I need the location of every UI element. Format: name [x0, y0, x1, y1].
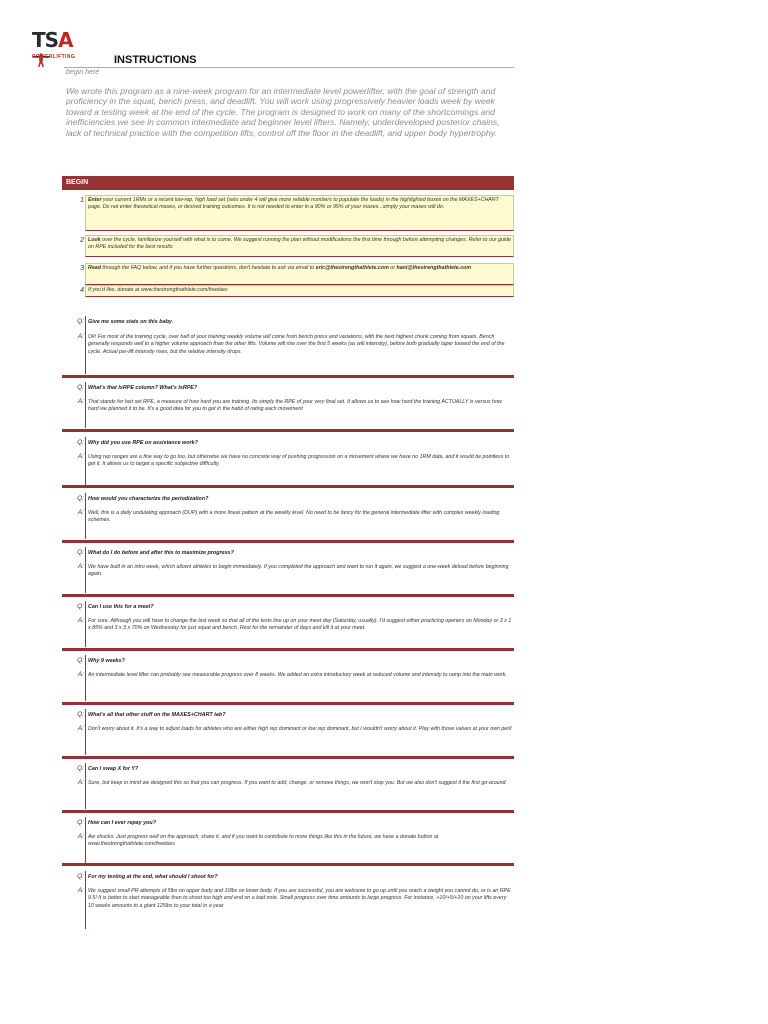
answer-label: A: [77, 671, 84, 678]
faq-item [62, 871, 514, 931]
answer-text: We have built in an intro week, which allows athletes to begin immeidately. If you completed the approach and want to run it again, we suggest a one-week deload before beginning again. [88, 564, 509, 578]
step-lead: Enter [88, 197, 102, 203]
begin-section-header: BEGIN [62, 176, 514, 190]
step-box [85, 235, 514, 257]
question-label: Q: [77, 657, 84, 664]
step-number: 4 [80, 287, 84, 294]
answer-text: Ok! For most of the training cycle, over half of your training weekly volume will come from bench press and variations, with the next highest chunk coming from squats. Bench generally responds well to a higher volume approach than the other lifts. Volume will rise over the first 5 weeks (as will intensity), before both gradually taper toward the end of the cycle. Actual per-lift intensity rises, but the relative intensity drops. [88, 334, 505, 355]
question-text: Why 9 weeks? [88, 658, 125, 664]
faq-divider [62, 375, 514, 378]
step-text: If you'd like, donate at www.thestrengthathlete.com/freebies [88, 287, 228, 293]
answer-text: We suggest small PR attempts of 5lbs on upper body and 10lbs on lower body. If you are successful, you are welcome to go up until you reach a weight you cannot do, or is an RPE 9.5! It is better to start manageable than to shoot too high and end on a bad note. Small progress over time amounts to large progress. For instance, +10/+5/+10 on your lifts every 10 weeks amounts to a giant 125lbs to your total in a year [88, 888, 511, 909]
question-text: Can I swap X for Y? [88, 766, 139, 772]
faq-item [62, 316, 514, 380]
question-text: What's all that other stuff on the MAXES+CHART tab? [88, 712, 226, 718]
answer-label: A: [77, 617, 84, 624]
question-label: Q: [77, 495, 84, 502]
step-text: over the cycle, familiarize yourself with what is to come. We suggest running the plan without modifications the first time through before attempting changes. Refer to our guide on RPE included for the best results [88, 237, 511, 251]
question-label: Q: [77, 711, 84, 718]
faq-item [62, 437, 514, 491]
question-label: Q: [77, 439, 84, 446]
step-text: your current 1RMs or a recent low-rep, high load set (sets under 4 will give more reliable numbers to populate the loads) in the highlighted boxes on the MAXES+CHART page. Do not enter theoretical maxes, or desired training outcomes. It is not needed to enter in a 90% or 95% of your maxes...simply your maxes will do. [88, 197, 499, 211]
step-1 [62, 195, 514, 231]
step-number: 2 [80, 237, 84, 244]
step-lead: Look [88, 237, 101, 243]
answer-text: Sure, but keep in mind we designed this so that you can progress. If you want to add, change, or remove things, we won't stop you. But we also don't suggest it the first go-around. [88, 780, 507, 786]
page-subtitle: begin here [66, 69, 100, 76]
faq-divider [62, 648, 514, 651]
step-number: 3 [80, 265, 84, 272]
faq-item [62, 547, 514, 599]
logo-letters: TS [32, 28, 59, 52]
faq-divider [62, 863, 514, 866]
answer-text: Don't worry about it. It's a way to adjust loads for athletes who are either high rep dominant or low rep dominant, but I wouldn't worry about it. Play with those values at your own peril [88, 726, 512, 732]
faq-item [62, 493, 514, 545]
faq-divider [62, 485, 514, 488]
question-text: Give me some stats on this baby. [88, 319, 174, 325]
question-text: How would you characterize the periodization? [88, 496, 209, 502]
answer-label: A: [77, 563, 84, 570]
faq-divider [62, 429, 514, 432]
step-box [85, 285, 514, 297]
faq-item [62, 601, 514, 653]
email-link[interactable]: eric@thestrengthathlete.com [315, 265, 389, 271]
page-title: INSTRUCTIONS [114, 54, 197, 66]
question-label: Q: [77, 549, 84, 556]
faq-item [62, 763, 514, 815]
answer-text: That stands for last set RPE, a measure of how hard you are training. Its simply the RPE of your very final set. It allows us to see how hard the training ACTUALLY is versus how hard we planned it to be. It's a good idea for you to get in the habit of rating each movement [88, 399, 502, 413]
intro-paragraph: We wrote this program as a nine-week program for an intermediate level powerlifter, with the goal of strength and proficiency in the squat, bench press, and deadlift. You will work using progressively heavier loads week by week toward a testing week at the end of the cycle. The program is designed to work on many of the shortcomings and inefficiencies we see in common intermediate and beginner level lifters. Namely, underdeveloped posterior chains, lack of technical practice with the competition lifts, control off the floor in the deadlift, and upper body hypertrophy. [66, 86, 500, 138]
answer-label: A: [77, 453, 84, 460]
logo-subtitle: POWERLIFTING [32, 54, 76, 60]
question-text: Can I use this for a meet? [88, 604, 154, 610]
step-3 [62, 263, 514, 285]
faq-item [62, 655, 514, 707]
email-link[interactable]: hani@thestrengthathlete.com [396, 265, 472, 271]
question-text: Why did you use RPE on assistance work? [88, 440, 198, 446]
step-lead: Read [88, 265, 101, 271]
question-text: For my testing at the end, what should I shoot for? [88, 874, 218, 880]
answer-label: A: [77, 509, 84, 516]
question-label: Q: [77, 318, 84, 325]
step-number: 1 [80, 197, 84, 204]
faq-divider [62, 702, 514, 705]
question-text: What's that IsRPE column? What's IsRPE? [88, 385, 198, 391]
question-text: What do I do before and after this to maximize progress? [88, 550, 234, 556]
title-divider [64, 67, 514, 68]
answer-text: For sure. Although you will have to change the last week so that all of the tests line up on your meet day (Saturday, usually). I'd suggest either practicing openers on Monday or 3 x 1 x 85% and 3 x 3 x 70% on Wednesday for just squat and bench. Rest for the remainder of days and kill it at your meet. [88, 618, 512, 632]
step-4 [62, 285, 514, 297]
answer-label: A: [77, 725, 84, 732]
answer-text: Aw shucks. Just progress well on the approach, share it, and if you want to contribute to more things like this in the future, we have a donate button at www.thestrengthathlete.com/freebies [88, 834, 439, 848]
step-box [85, 263, 514, 285]
faq-item [62, 709, 514, 761]
answer-label: A: [77, 779, 84, 786]
question-label: Q: [77, 384, 84, 391]
step-text: or [388, 265, 397, 271]
answer-label: A: [77, 333, 84, 340]
question-label: Q: [77, 765, 84, 772]
faq-divider [62, 594, 514, 597]
step-text: through the FAQ below, and if you have further questions, don't hesitate to ask via email to [100, 265, 316, 271]
answer-label: A: [77, 887, 84, 894]
logo [32, 28, 82, 66]
answer-label: A: [77, 833, 84, 840]
answer-text: Well, this is a daily undulating approach (DUP) with a more linear pattern at the weekly level. No need to be fancy for the general intermediate lifter with complex weekly loading schemes. [88, 510, 500, 524]
faq-divider [62, 540, 514, 543]
question-text: How can I ever repay you? [88, 820, 157, 826]
step-2 [62, 235, 514, 257]
faq-item [62, 382, 514, 434]
faq-divider [62, 810, 514, 813]
answer-text: An intermediate level lifter can probably see measurable progress over 8 weeks. We added an extra introductory week at reduced volume and intensity to ramp into the main work. [88, 672, 507, 678]
faq-item [62, 817, 514, 869]
step-box [85, 195, 514, 231]
question-label: Q: [77, 603, 84, 610]
logo-letter-accent: A [58, 28, 73, 52]
answer-label: A: [77, 398, 84, 405]
question-label: Q: [77, 819, 84, 826]
faq-divider [62, 756, 514, 759]
answer-text: Using rep ranges are a fine way to go too, but otherwise we have no concrete way of pushing progression on a movement where we have no 1RM data, and it would be pointless to get it. It allows us to target a specific subjective difficulty. [88, 454, 510, 468]
question-label: Q: [77, 873, 84, 880]
